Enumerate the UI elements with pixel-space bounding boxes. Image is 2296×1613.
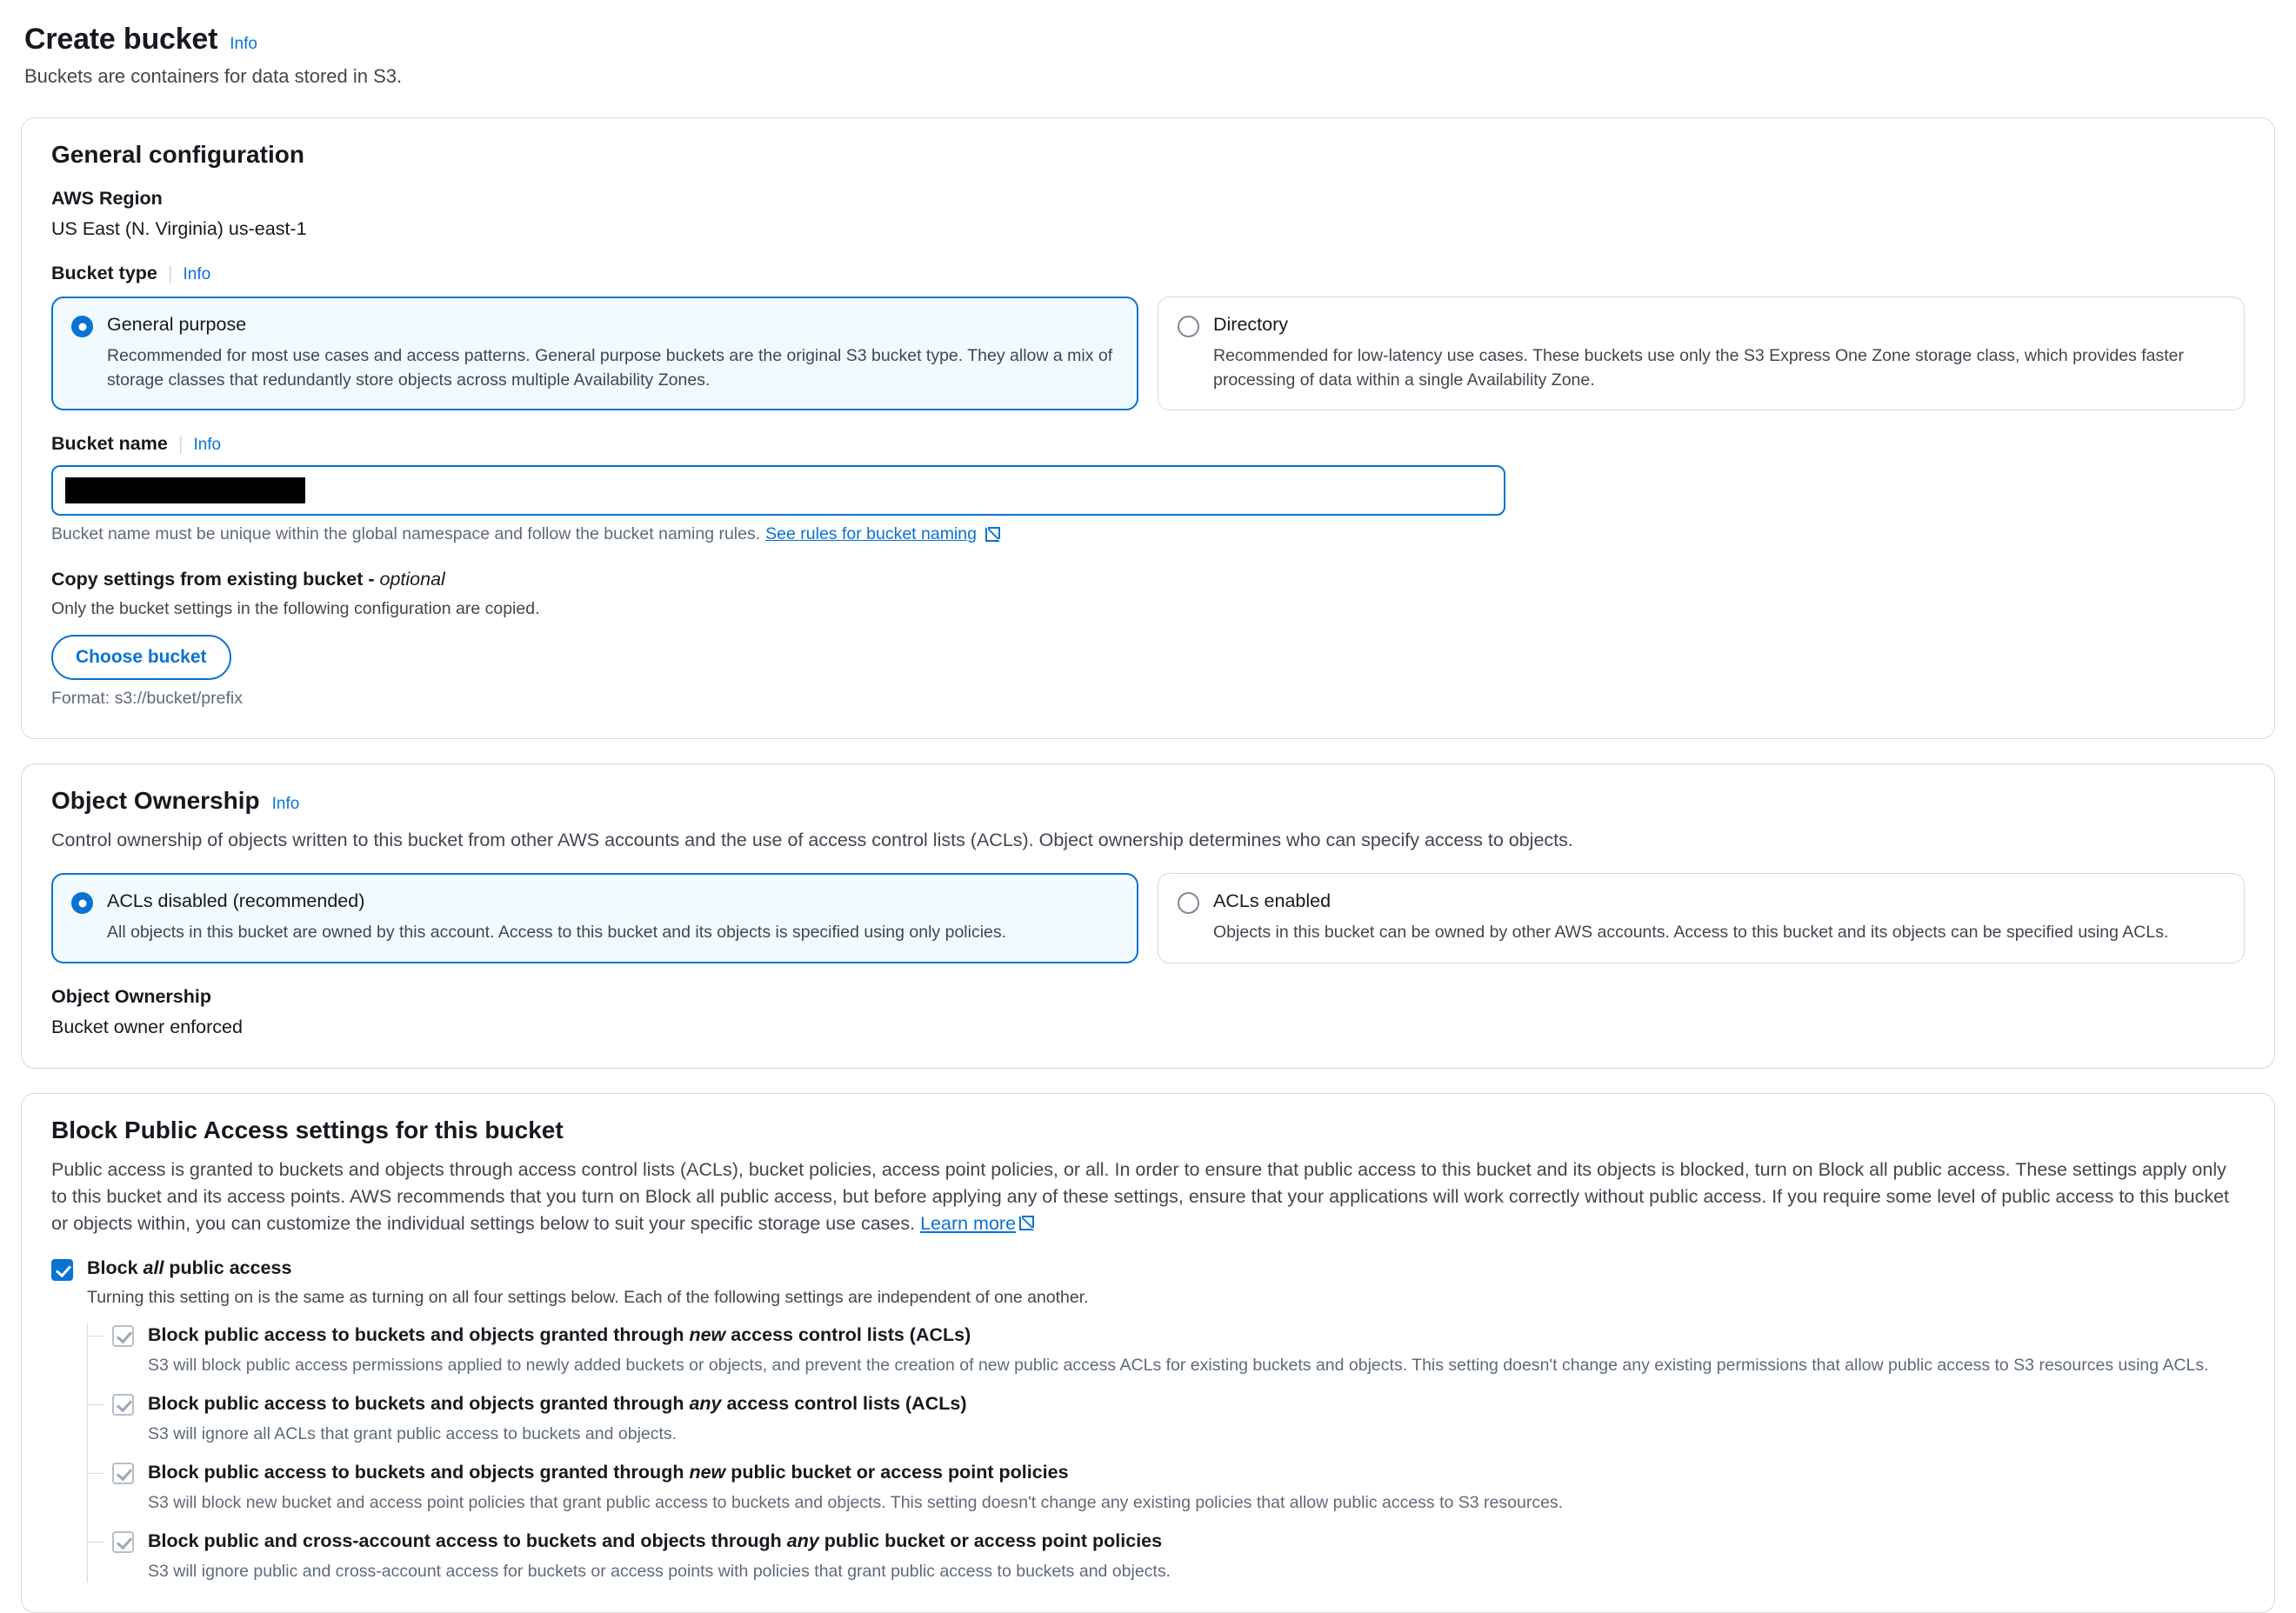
bpa-0-suffix: access control lists (ACLs) xyxy=(725,1323,971,1345)
bucket-type-options xyxy=(51,297,2245,410)
object-ownership-option-acls-enabled[interactable] xyxy=(1158,873,2245,963)
checkbox-block-all-public-access[interactable] xyxy=(51,1259,73,1281)
bpa-sub-setting-any-policies[interactable] xyxy=(88,1530,2245,1583)
checkbox-block-any-policies[interactable] xyxy=(112,1531,134,1553)
bucket-type-label-text: Bucket type xyxy=(51,263,157,283)
bpa-0-em: new xyxy=(689,1323,726,1345)
object-ownership-option-acls-disabled-desc: All objects in this bucket are owned by this account. Access to this bucket and its objects is specified using only policies. xyxy=(107,923,1007,943)
bucket-name-hint xyxy=(51,524,2245,544)
copy-settings-optional: optional xyxy=(379,569,445,590)
bpa-sub-setting-any-policies-text xyxy=(148,1530,1171,1583)
radio-acls-disabled[interactable] xyxy=(71,892,93,914)
aws-region-label xyxy=(51,188,2245,210)
object-ownership-card xyxy=(21,763,2275,1069)
object-ownership-title-text: Object Ownership xyxy=(51,787,260,815)
bucket-format-hint: Format: s3://bucket/prefix xyxy=(51,689,243,709)
aws-region-value: US East (N. Virginia) us-east-1 xyxy=(51,218,307,239)
bucket-type-info-link[interactable]: Info xyxy=(183,265,211,283)
object-ownership-value-label-text: Object Ownership xyxy=(51,986,211,1008)
block-all-public-access-label xyxy=(87,1257,291,1279)
block-all-emphasis: all xyxy=(143,1256,164,1278)
bpa-sub-setting-any-acls[interactable] xyxy=(88,1392,2245,1445)
choose-bucket-button[interactable]: Choose bucket xyxy=(51,635,231,680)
object-ownership-option-acls-enabled-desc: Objects in this bucket can be owned by other AWS accounts. Access to this bucket and its objects can be specified using ACLs. xyxy=(1213,923,2169,943)
bpa-3-em: any xyxy=(786,1530,819,1552)
block-all-suffix: public access xyxy=(164,1256,292,1278)
bucket-name-label xyxy=(51,433,2245,455)
bpa-2-em: new xyxy=(689,1462,726,1483)
page-title: Create bucket xyxy=(24,23,218,56)
bucket-name-hint-text: Bucket name must be unique within the global namespace and follow the bucket naming rules. xyxy=(51,524,761,544)
block-all-public-access-desc: Turning this setting on is the same as turning on all four settings below. Each of the following settings are independent of one another. xyxy=(87,1287,1089,1307)
block-public-access-title-text: Block Public Access settings for this bucket xyxy=(51,1116,564,1144)
copy-settings-label-text: Copy settings from existing bucket - xyxy=(51,569,380,590)
bpa-sub-setting-new-acls-desc: S3 will block public access permissions applied to newly added buckets or objects, and prevent the creation of new public access ACLs for existing buckets and objects. This setting doesn't change any existing permissions that allow public access to S3 resources using ACLs. xyxy=(148,1355,2209,1375)
bpa-1-em: any xyxy=(689,1392,722,1414)
bpa-sub-setting-any-acls-text xyxy=(148,1392,966,1445)
block-public-access-sub-settings xyxy=(87,1323,2245,1583)
page-header xyxy=(21,23,2275,93)
page-title-row xyxy=(24,23,2272,57)
bucket-type-label-separator: | xyxy=(167,263,173,283)
copy-settings-label xyxy=(51,569,2245,590)
bpa-0-prefix: Block public access to buckets and objects granted through xyxy=(148,1323,690,1345)
checkbox-block-new-policies[interactable] xyxy=(112,1463,134,1484)
general-configuration-title xyxy=(51,141,2245,169)
bpa-sub-setting-any-acls-title xyxy=(148,1393,966,1414)
object-ownership-option-acls-disabled-text xyxy=(107,890,1118,945)
bucket-type-option-general-purpose-title: General purpose xyxy=(107,314,247,335)
bpa-sub-setting-new-acls-text xyxy=(148,1323,2209,1376)
bucket-name-info-link[interactable]: Info xyxy=(193,436,222,455)
object-ownership-option-acls-enabled-text xyxy=(1213,890,2225,945)
bucket-type-option-directory-title: Directory xyxy=(1213,314,1289,335)
object-ownership-description: Control ownership of objects written to this bucket from other AWS accounts and the use of access control lists (ACLs). Object ownership determines who can specify access to objects. xyxy=(51,830,1573,851)
block-all-public-access-row[interactable] xyxy=(51,1257,2245,1281)
object-ownership-option-acls-disabled-title: ACLs disabled (recommended) xyxy=(107,890,365,912)
learn-more-link[interactable]: Learn more xyxy=(920,1213,1017,1235)
block-public-access-description xyxy=(51,1156,2245,1238)
bucket-name-label-text: Bucket name xyxy=(51,433,168,455)
bpa-2-prefix: Block public access to buckets and objects granted through xyxy=(148,1462,690,1483)
bpa-sub-setting-new-acls[interactable] xyxy=(88,1323,2245,1376)
bpa-3-prefix: Block public and cross-account access to buckets and objects through xyxy=(148,1530,787,1552)
object-ownership-value: Bucket owner enforced xyxy=(51,1016,243,1038)
bpa-sub-setting-any-policies-desc: S3 will ignore public and cross-account access for buckets or access points with policies that grant public access to buckets and objects. xyxy=(148,1562,1171,1582)
block-public-access-description-text: Public access is granted to buckets and objects through access control lists (ACLs), bucket policies, access point policies, or all. In order to ensure that public access to this bucket and its objects is blocked, turn on Block all public access. These settings apply only to this bucket and its access points. AWS recommends that you turn on Block all public access, but before applying any of these settings, ensure that your applications will work correctly without public access. If you require some level of public access to this bucket or objects within, you can customize the individual settings below to suit your specific storage use cases. xyxy=(51,1159,2230,1235)
bucket-type-option-directory[interactable] xyxy=(1158,297,2245,410)
object-ownership-info-link[interactable]: Info xyxy=(271,795,300,814)
bpa-sub-setting-any-policies-title xyxy=(148,1530,1162,1551)
bucket-type-option-general-purpose-text xyxy=(107,313,1118,392)
general-configuration-card xyxy=(21,117,2275,739)
radio-acls-enabled[interactable] xyxy=(1178,892,1199,914)
bucket-name-label-separator: | xyxy=(177,433,184,455)
bpa-1-suffix: access control lists (ACLs) xyxy=(721,1392,967,1414)
bpa-sub-setting-any-acls-desc: S3 will ignore all ACLs that grant public access to buckets and objects. xyxy=(148,1423,677,1443)
bucket-naming-rules-link[interactable]: See rules for bucket naming xyxy=(765,524,977,544)
object-ownership-options xyxy=(51,873,2245,963)
block-public-access-title xyxy=(51,1116,2245,1144)
bpa-1-prefix: Block public access to buckets and objects granted through xyxy=(148,1392,690,1414)
block-public-access-card xyxy=(21,1093,2275,1613)
page-subtitle: Buckets are containers for data stored in S3. xyxy=(24,65,403,87)
block-all-prefix: Block xyxy=(87,1256,144,1278)
object-ownership-option-acls-disabled[interactable] xyxy=(51,873,1138,963)
bpa-3-suffix: public bucket or access point policies xyxy=(818,1530,1163,1552)
bucket-type-label xyxy=(51,263,2245,284)
bucket-type-option-directory-desc: Recommended for low-latency use cases. These buckets use only the S3 Express One Zone storage class, which provides faster processing of data within a single Availability Zone. xyxy=(1213,345,2185,390)
bpa-sub-setting-new-acls-title xyxy=(148,1324,971,1345)
bucket-type-option-directory-text xyxy=(1213,313,2225,392)
bpa-sub-setting-new-policies-title xyxy=(148,1462,1069,1483)
checkbox-block-new-acls[interactable] xyxy=(112,1325,134,1347)
radio-general-purpose[interactable] xyxy=(71,316,93,337)
checkbox-block-any-acls[interactable] xyxy=(112,1394,134,1416)
external-link-icon xyxy=(985,527,1000,542)
bpa-sub-setting-new-policies[interactable] xyxy=(88,1461,2245,1514)
aws-region-label-text: AWS Region xyxy=(51,188,163,209)
bpa-2-suffix: public bucket or access point policies xyxy=(725,1462,1069,1483)
bucket-name-redacted-value xyxy=(65,477,305,503)
radio-directory[interactable] xyxy=(1178,316,1199,337)
object-ownership-value-label xyxy=(51,986,2245,1008)
object-ownership-title xyxy=(51,787,2245,815)
bpa-sub-setting-new-policies-desc: S3 will block new bucket and access point policies that grant public access to buckets and objects. This setting doesn't change any existing policies that allow public access to S3 resources. xyxy=(148,1492,1564,1512)
general-configuration-title-text: General configuration xyxy=(51,141,304,168)
learn-more-external-icon xyxy=(1019,1216,1034,1230)
object-ownership-option-acls-enabled-title: ACLs enabled xyxy=(1213,890,1332,912)
page-info-link[interactable]: Info xyxy=(230,35,257,53)
bucket-name-input[interactable] xyxy=(51,465,1505,516)
bpa-sub-setting-new-policies-text xyxy=(148,1461,1563,1514)
copy-settings-desc: Only the bucket settings in the following configuration are copied. xyxy=(51,599,540,619)
bucket-type-option-general-purpose-desc: Recommended for most use cases and access patterns. General purpose buckets are the original S3 bucket type. They allow a mix of storage classes that redundantly store objects across multiple Availability Zones. xyxy=(107,345,1113,390)
bucket-type-option-general-purpose[interactable] xyxy=(51,297,1138,410)
